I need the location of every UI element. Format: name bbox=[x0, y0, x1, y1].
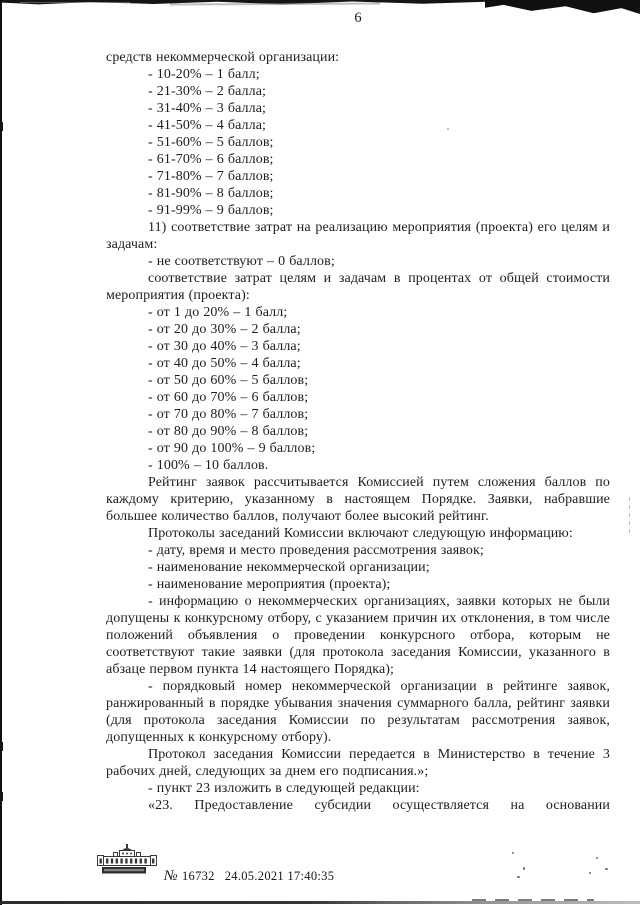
text-line: - 31-40% – 3 балла; bbox=[148, 101, 267, 116]
text-line: - 10-20% – 1 балл; bbox=[148, 67, 260, 82]
text-line: - от 1 до 20% – 1 балл; bbox=[148, 305, 288, 320]
scan-artifact-streak bbox=[20, 2, 130, 3]
text-line: - 41-50% – 4 балла; bbox=[148, 118, 267, 133]
scan-artifact-notch bbox=[0, 792, 3, 801]
scan-speckle bbox=[589, 872, 591, 874]
scan-artifact-left-edge bbox=[0, 0, 2, 905]
text-line: - от 60 до 70% – 6 баллов; bbox=[148, 390, 309, 405]
text-line: - от 70 до 80% – 7 баллов; bbox=[148, 407, 309, 422]
text-line: - 100% – 10 баллов. bbox=[148, 458, 269, 473]
text-line: - наименование мероприятия (проекта); bbox=[148, 577, 391, 592]
text-line: - от 50 до 60% – 5 баллов; bbox=[148, 373, 309, 388]
text-line: - от 40 до 50% – 4 балла; bbox=[148, 356, 301, 371]
scan-artifact-vertical-dash bbox=[629, 497, 630, 533]
scan-artifact-bottom-line bbox=[0, 901, 640, 904]
text-line: - не соответствуют – 0 баллов; bbox=[148, 254, 335, 269]
text-line: - 51-60% – 5 баллов; bbox=[148, 135, 274, 150]
text-line: - наименование некоммерческой организации; bbox=[148, 560, 430, 575]
text-line: - дату, время и место проведения рассмотрения заявок; bbox=[148, 543, 484, 558]
text-line: - от 30 до 40% – 3 балла; bbox=[148, 339, 301, 354]
scan-artifact-notch bbox=[0, 122, 3, 131]
text-line: - 91-99% – 9 баллов; bbox=[148, 203, 274, 218]
page-number: 6 bbox=[354, 10, 362, 26]
text-line: Протоколы заседаний Комиссии включают следующую информацию: bbox=[148, 526, 573, 541]
scan-speckle bbox=[523, 867, 525, 870]
text-line: Протокол заседания Комиссии передается в Министерство в течение 3 рабочих дней, следующих за днем его подписания.»; bbox=[106, 747, 610, 779]
text-line: - 61-70% – 6 баллов; bbox=[148, 152, 274, 167]
text-line: - от 80 до 90% – 8 баллов; bbox=[148, 424, 309, 439]
text-line: - от 90 до 100% – 9 баллов; bbox=[148, 441, 316, 456]
text-line: - информацию о некоммерческих организациях, заявки которых не были допущены к конкурсному отбору, с указанием причин их отклонения, в том числе положений объявления о проведении конкурсного отбора, которым не соответствуют такие заявки (для протокола заседания Комиссии, указанного в абзаце первом пункта 14 настоящего Порядка); bbox=[106, 594, 610, 677]
scan-speckle bbox=[512, 852, 514, 854]
numero-sign: № bbox=[164, 868, 178, 884]
text-line: 11) соответствие затрат на реализацию мероприятия (проекта) его целям и задачам: bbox=[106, 220, 610, 252]
building-stamp-icon bbox=[96, 844, 158, 883]
text-line: - от 20 до 30% – 2 балла; bbox=[148, 322, 301, 337]
text-line: Рейтинг заявок рассчитывается Комиссией путем сложения баллов по каждому критерию, указанному в настоящем Порядке. Заявки, набравшие большее количество баллов, получают более высокий рейтинг. bbox=[106, 475, 610, 524]
text-line: - порядковый номер некоммерческой организации в рейтинге заявок, ранжированный в порядке убывания значения суммарного балла, рейтинг заявки (для протокола заседания Комиссии по результатам рассмотрения заявок, допущенных к конкурсному отбору). bbox=[106, 679, 610, 745]
scan-speckle bbox=[605, 868, 608, 870]
document-body bbox=[106, 49, 610, 814]
scan-speckle bbox=[517, 876, 520, 878]
scan-speckle bbox=[596, 857, 598, 859]
text-line: - 81-90% – 8 баллов; bbox=[148, 186, 274, 201]
text-line: - 71-80% – 7 баллов; bbox=[148, 169, 274, 184]
scan-artifact-dashes bbox=[472, 899, 594, 901]
registration-number: 16732 bbox=[181, 869, 215, 883]
text-line: «23. Предоставление субсидии осуществляется на основании bbox=[148, 798, 610, 813]
scan-artifact-streak bbox=[170, 2, 380, 5]
registration-footer bbox=[164, 868, 334, 885]
scan-artifact-notch bbox=[0, 742, 3, 751]
text-line: соответствие затрат целям и задачам в процентах от общей стоимости мероприятия (проекта): bbox=[106, 271, 610, 303]
text-line: - пункт 23 изложить в следующей редакции: bbox=[148, 781, 420, 796]
registration-datetime: 24.05.2021 17:40:35 bbox=[224, 869, 335, 883]
text-line: средств некоммерческой организации: bbox=[106, 50, 340, 65]
text-line: - 21-30% – 2 балла; bbox=[148, 84, 267, 99]
